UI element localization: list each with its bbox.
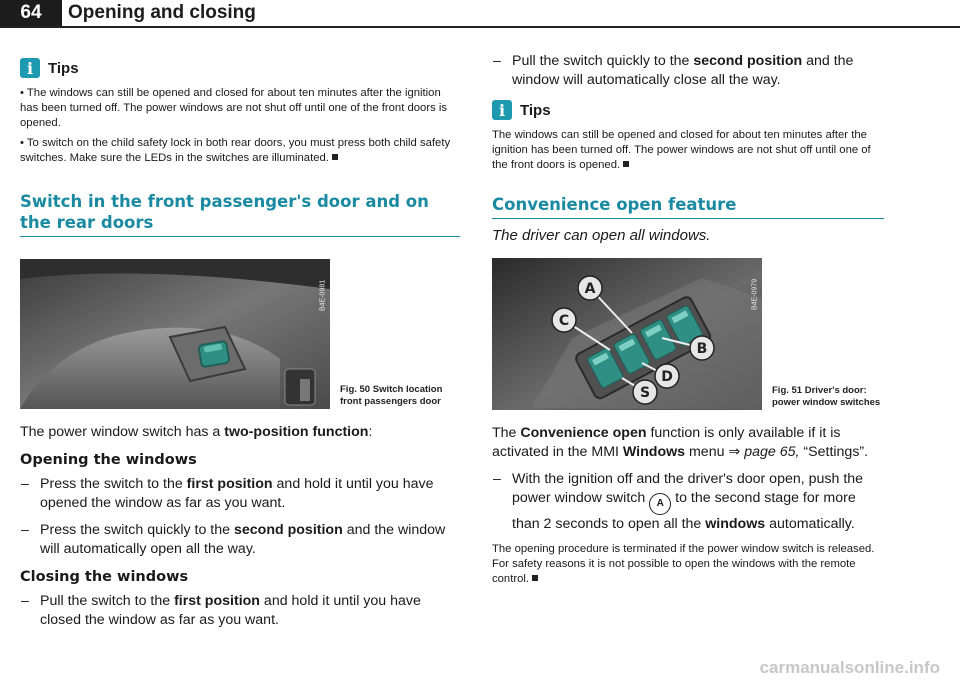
info-icon: i <box>20 58 40 78</box>
section-intro: The driver can open all windows. <box>492 227 711 244</box>
tip-item: • To switch on the child safety lock in both rear doors, you must press both child safety switches. Make sure the LEDs in the switches are illuminated. <box>20 137 451 164</box>
tip-item: • The windows can still be opened and closed for about ten minutes after the ignition has been turned off. The power windows are not shut off until one of the front doors is opened. <box>20 87 448 129</box>
section-rule <box>492 218 884 219</box>
callout-s: S <box>639 385 651 401</box>
callout-a-inline: A <box>649 493 671 515</box>
left-column <box>20 58 460 638</box>
tips-header <box>492 100 884 120</box>
figure-51 <box>492 258 884 410</box>
figure-caption: Fig. 51 Driver's door: power window switches <box>772 385 881 408</box>
figure-50 <box>20 259 460 409</box>
section-title: Convenience open feature <box>492 195 737 214</box>
figure-code: B4E-0979 <box>751 278 759 310</box>
chapter-title: Opening and closing <box>68 2 256 23</box>
convenience-step: – With the ignition off and the driver's door open, push the power window switch A to the second stage for more than 2 seconds to open all the windows automatically. <box>492 470 884 534</box>
section-title: Switch in the front passenger's door and on the rear doors <box>20 192 429 232</box>
info-icon: i <box>492 100 512 120</box>
tip-text: The windows can still be opened and closed for about ten minutes after the ignition has been turned off. The power windows are not shut off until one of the front doors is opened. <box>492 129 871 171</box>
closing-step-continued: – Pull the switch quickly to the second position and the window will automatically close all the way. <box>492 52 884 90</box>
closing-step: – Pull the switch to the first position and hold it until you have closed the window as far as you want. <box>20 592 460 630</box>
figure-code: B4E-0981 <box>319 279 327 311</box>
switch-location-photo <box>20 259 330 409</box>
driver-switches-photo <box>492 258 762 410</box>
tips-header <box>20 58 460 78</box>
closing-windows-heading: Closing the windows <box>20 569 189 585</box>
callout-b: B <box>696 341 708 357</box>
tips-label: Tips <box>48 59 79 77</box>
callout-a: A <box>584 281 596 297</box>
callout-c: C <box>558 313 570 329</box>
watermark: carmanualsonline.info <box>759 658 940 677</box>
end-mark-icon <box>532 575 538 581</box>
right-column <box>492 52 884 587</box>
intro-paragraph: The power window switch has a two-position function: <box>20 424 373 440</box>
convenience-paragraph: The Convenience open function is only available if it is activated in the MMI Windows menu ⇒ page 65, “Settings”. <box>492 425 869 460</box>
callout-d: D <box>661 369 673 385</box>
figure-caption: Fig. 50 Switch location front passengers door <box>340 384 443 407</box>
note-text: The opening procedure is terminated if the power window switch is released. For safety reasons it is not possible to open the windows with the remote control. <box>492 542 875 585</box>
opening-windows-heading: Opening the windows <box>20 452 197 468</box>
end-mark-icon <box>623 161 629 167</box>
header-rule <box>0 26 960 28</box>
tips-label: Tips <box>520 101 551 119</box>
opening-step: – Press the switch to the first position and hold it until you have opened the window as far as you want. <box>20 475 460 513</box>
opening-step: – Press the switch quickly to the second position and the window will automatically open all the way. <box>20 521 460 559</box>
page-number: 64 <box>0 0 62 26</box>
end-mark-icon <box>332 154 338 160</box>
door-panel-illustration <box>20 259 330 409</box>
switch-panel-illustration <box>492 258 762 410</box>
